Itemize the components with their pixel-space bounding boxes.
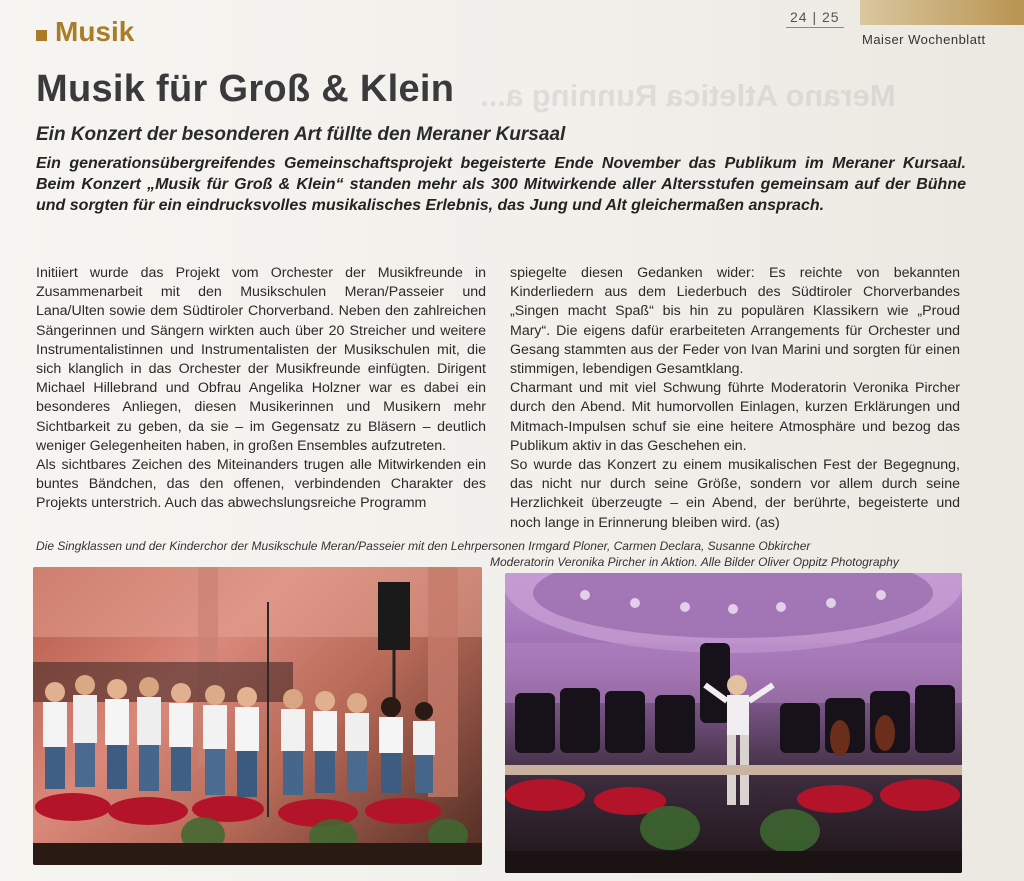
- bleed-through-text: Merano Atletica Running a...: [480, 78, 896, 113]
- section-label: [36, 16, 134, 48]
- photo-caption-1: Die Singklassen und der Kinderchor der Musikschule Meran/Passeier mit den Lehrpersonen Irmgard Ploner, Carmen Declara, Susanne Obkircher: [36, 539, 811, 553]
- article-title: Musik für Groß & Klein: [36, 68, 455, 110]
- paragraph: Initiiert wurde das Projekt vom Orchester der Musikfreunde in Zusammenarbeit mit den Musikschulen Meran/Passeier und Lana/Ulten sowie dem Südtiroler Chorverband. Neben den zahlreichen Sängerinnen und Sängern wirkten auch über 20 Streicher und weitere Instrumentalistinnen und Instrumentalisten der Musikschulen mit, die sich klanglich in das Orchester der Musikfreunde einfügten. Dirigent Michael Hillebrand und Obfrau Angelika Holzner war es dabei ein besonderes Anliegen, diesen Musikerinnen und Musikern mehr Sichtbarkeit zu geben, da sie – im Gegensatz zu Bläsern – deutlich weniger Gelegenheiten haben, in großen Ensembles aufzutreten.: [36, 265, 486, 454]
- paragraph: Als sichtbares Zeichen des Miteinanders trugen alle Mitwirkenden ein buntes Bändchen, das den offenen, verbindenden Charakter des Projekts unterstrich. Auch das abwechslungsreiche Programm: [36, 457, 486, 512]
- orchestra-illustration: [505, 573, 962, 873]
- paragraph: Charmant und mit viel Schwung führte Moderatorin Veronika Pircher durch den Abend. Mit humorvollen Einlagen, kurzen Erklärungen und Mitmach-Impulsen schuf sie eine heitere Atmosphäre und bezog das Publikum aktiv in das Geschehen ein.: [510, 380, 960, 454]
- header-gold-bar: [860, 0, 1024, 25]
- paragraph: spiegelte diesen Gedanken wider: Es reichte von bekannten Kinderliedern aus dem Liederbuch des Südtiroler Chorverbandes „Singen macht Spaß“ bis hin zu populären Klassikern wie „Proud Mary“. Die eigens dafür erarbeiteten Arrangements für Orchester und Gesang stammten aus der Feder von Ivan Marini und sorgten für einen stimmigen, lebendigen Gesamtklang.: [510, 265, 960, 378]
- article-column-1: [36, 264, 486, 514]
- photo-caption-2: Moderatorin Veronika Pircher in Aktion. Alle Bilder Oliver Oppitz Photography: [490, 555, 899, 569]
- page-numbers: 24 | 25: [786, 9, 844, 28]
- article-column-2: [510, 264, 960, 533]
- section-square-icon: [36, 30, 47, 41]
- choir-illustration: [33, 567, 482, 865]
- article-subtitle: Ein Konzert der besonderen Art füllte den Meraner Kursaal: [36, 124, 566, 145]
- photo-childrens-choir: [33, 567, 482, 865]
- article-lead: Ein generationsübergreifendes Gemeinschaftsprojekt begeisterte Ende November das Publikum im Meraner Kursaal. Beim Konzert „Musik für Groß & Klein“ standen mehr als 300 Mitwirkende aller Altersstufen gemeinsam auf der Bühne und sorgten für ein eindrucksvolles musikalisches Erlebnis, das Jung und Alt gleichermaßen ansprach.: [36, 155, 966, 214]
- photo-orchestra-moderator: [505, 573, 962, 873]
- publication-name: Maiser Wochenblatt: [862, 32, 986, 47]
- paragraph: So wurde das Konzert zu einem musikalischen Fest der Begegnung, das nicht nur durch seine Größe, sondern vor allem durch seine Herzlichkeit überzeugte – ein Abend, der berührte, begeisterte und noch lange in Erinnerung bleiben wird. (as): [510, 457, 960, 531]
- section-name: Musik: [55, 16, 135, 47]
